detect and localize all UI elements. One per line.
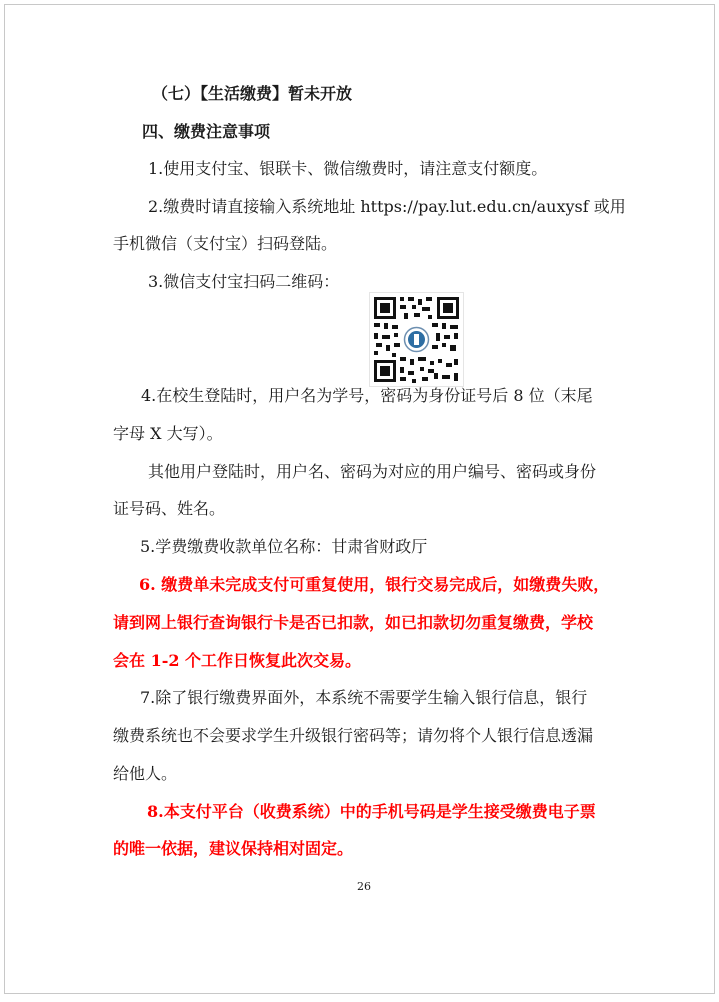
item-6-line-1: 6. 缴费单未完成支付可重复使用，银行交易完成后，如缴费失败，: [139, 575, 610, 594]
item-2-line-1: 2.缴费时请直接输入系统地址 https://pay.lut.edu.cn/auxysf 或用: [148, 197, 626, 216]
item-8-line-2: 的唯一依据，建议保持相对固定。: [113, 839, 354, 858]
item-4-line-4: 证号码、姓名。: [113, 499, 226, 518]
item-4-line-1: 4.在校生登陆时，用户名为学号，密码为身份证号后 8 位（末尾: [141, 386, 593, 405]
item-7-line-2: 缴费系统也不会要求学生升级银行密码等；请勿将个人银行信息透漏: [113, 726, 594, 745]
item-4-line-2: 字母 X 大写）。: [113, 424, 223, 443]
section-7-title: （七）【生活缴费】暂未开放: [152, 84, 353, 103]
item-1: 1.使用支付宝、银联卡、微信缴费时，请注意支付额度。: [148, 159, 548, 178]
qr-code-icon: [369, 292, 464, 387]
item-3: 3.微信支付宝扫码二维码：: [148, 272, 340, 291]
item-5: 5.学费缴费收款单位名称：甘肃省财政厅: [140, 537, 428, 556]
item-8-line-1: 8.本支付平台（收费系统）中的手机号码是学生接受缴费电子票: [147, 802, 596, 821]
page-number: 26: [357, 880, 371, 893]
item-6-line-3: 会在 1-2 个工作日恢复此次交易。: [113, 651, 362, 670]
section-4-title: 四、缴费注意事项: [142, 122, 271, 141]
item-7-line-3: 给他人。: [113, 764, 178, 783]
item-6-line-2: 请到网上银行查询银行卡是否已扣款，如已扣款切勿重复缴费，学校: [113, 613, 594, 632]
document-page: [4, 4, 715, 994]
item-7-line-1: 7.除了银行缴费界面外，本系统不需要学生输入银行信息，银行: [140, 688, 588, 707]
item-4-line-3: 其他用户登陆时，用户名、密码为对应的用户编号、密码或身份: [148, 462, 597, 481]
item-2-line-2: 手机微信（支付宝）扫码登陆。: [113, 234, 338, 253]
